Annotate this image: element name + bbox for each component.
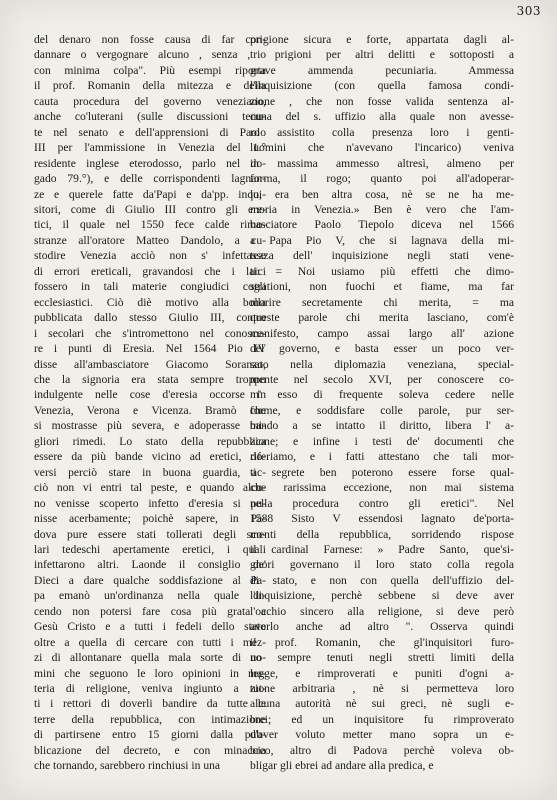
text-line: pa emanò un'ordinanza nella quale di-: [34, 589, 266, 603]
text-line: del governo, e basta esser un poco ver-: [250, 342, 514, 356]
left-text-column: [34, 32, 266, 774]
text-line: riferiamo, e i fatti attestano che tali mor-: [250, 450, 514, 464]
text-line: bando a se intatto il diritto, libera l' a-: [250, 419, 514, 433]
text-line: bligar gli ebrei ad andare alla predica, e: [250, 759, 434, 773]
text-line: dannare o vergognare alcuno , senza , o: [34, 48, 266, 62]
text-line: pubblicata dallo stesso Giulio III, contro: [34, 311, 266, 325]
text-line: zione , che non fosse valida sentenza al-: [250, 94, 514, 108]
text-line: teria di religione, veniva ingiunto a tut-: [34, 682, 266, 696]
text-line: zi di allontanare quella mala sorte di uo-: [34, 651, 266, 665]
text-line: ze e querele fatte da'Papi e da'pp. inqui-: [34, 187, 266, 201]
text-line: che la signoria era stata sempre troppo: [34, 372, 266, 386]
text-line: oltre a quella di cercare con tutti i mez-: [34, 635, 266, 649]
text-line: in massima ammesso altresì, almeno per: [250, 156, 514, 170]
text-line: menti della repubblica, sorridendo rispose: [250, 527, 514, 541]
text-line: grave ammenda pecuniaria. Ammessa: [250, 63, 514, 77]
text-line: gliori rimedi. Lo stato della repubblica: [34, 434, 266, 448]
text-line: indulgente nelle cose d'eresia occorse in: [34, 388, 266, 402]
text-line: fossero in tali materie congiudici cogli: [34, 280, 266, 294]
text-line: del denaro non fosse causa di far con-: [34, 33, 266, 46]
text-line: brei; ed un inquisitore fu rimproverato: [250, 712, 514, 726]
text-line: il prof. Romanin della mitezza e della: [34, 79, 266, 93]
text-line: ti segrete ben poterono essere forse qual-: [250, 465, 514, 479]
text-line: gado 79.°), e delle corrispondenti lagnan-: [34, 172, 266, 186]
text-line: sitori, come di Giulio III contro gli ere-: [34, 202, 266, 216]
text-line: nisse acerbamente; poichè sapere, in Pa-: [34, 512, 266, 526]
text-line: l'inquisizione, perchè sebbene si deve aver: [250, 589, 514, 603]
text-line: mente nel secolo XVI, per conoscere co-: [250, 372, 514, 386]
text-line: cendo non potersi fare cosa più grata a: [34, 604, 266, 618]
text-line: Gesù Cristo e a tutti i fedeli dello stato: [34, 620, 266, 634]
text-line: re i punti di Eresia. Nel 1564 Pio IV: [34, 342, 266, 356]
text-line: Dieci a dare qualche soddisfazione al Pa-: [34, 573, 266, 587]
text-line: tezza dell' inquisizione negli stati vene-: [250, 249, 514, 263]
text-line: stranze all'oratore Matteo Dandolo, a cu-: [34, 233, 266, 247]
text-line: con minima colpa". Più esempi riporta: [34, 63, 266, 77]
text-line: ro assistito colla presenza loro i genti-: [250, 125, 514, 139]
text-line: averlo anche ad altro ". Osserva quindi: [250, 620, 514, 634]
text-line: cuna del s. uffizio alla quale non avesse-: [250, 110, 514, 124]
text-line: luomini che n'avevano l'incarico) veniva: [250, 141, 514, 155]
text-line: dova pure essere stati tollerati degli sco-: [34, 527, 266, 541]
text-line: m' esso di frequente soleva cedere nelle: [250, 388, 514, 402]
text-line: i secolari che s'intromettono nel conosce-: [34, 326, 266, 340]
text-line: di errori ereticali, gravandosi che i laici: [34, 264, 266, 278]
text-line: manifesto, campo assai largo all' azione: [250, 326, 514, 340]
text-line: residente inglese eterodosso, parlo nel do-: [34, 156, 266, 170]
text-line: lari tedeschi apertamente eretici, i quali: [34, 542, 266, 556]
text-line: queste parole chi merita lasciano, com'è: [250, 311, 514, 325]
text-line: mini che seguono le loro opinioni in ma-: [34, 666, 266, 680]
text-line: nella procedura contro gli eretici". Nel: [250, 496, 514, 510]
text-line: essere da più bande vicino ad eretici, do-: [34, 450, 266, 464]
page-number: 303: [516, 4, 541, 18]
text-line: III per l'ammissione in Venezia del 1.°: [34, 141, 266, 155]
text-line: gnori governano il loro stato colla regola: [250, 558, 514, 572]
text-line: legge, e rimproverati e puniti d'ogni a-: [250, 666, 514, 680]
text-line: di stato, e non con quella dell'uffizio del-: [250, 573, 514, 587]
text-line: che rarissima eccezione, non mai sistema: [250, 481, 514, 495]
text-line: alcuna autorità nè sui greci, nè sugli e-: [250, 697, 514, 711]
text-line: l'inquisizione (con quella famosa condi-: [250, 79, 514, 93]
text-line: il prof. Romanin, che gl'inquisitori furo-: [250, 635, 514, 649]
text-line: d'aver voluto metter mano sopra un e-: [250, 728, 514, 742]
text-line: zione; e infine i testi de' documenti che: [250, 434, 514, 448]
right-text-column: [250, 32, 514, 774]
text-line: cauta procedura del governo veneziano,: [34, 94, 266, 108]
text-line: a Papa Pio V, che si lagnava della mi-: [250, 233, 514, 247]
text-line: 1588 Sisto V essendosi lagnato de'porta-: [250, 512, 514, 526]
text-line: blicazione del decreto, e con minaccia: [34, 743, 266, 757]
text-line: stodire Venezia acciò non s' infettasse: [34, 249, 266, 263]
text-line: terre della repubblica, con intimazione: [34, 712, 266, 726]
text-line: anche co'luterani (sulle discussioni tenu-: [34, 110, 266, 124]
text-line: moria in Venezia.» Ben è vero che l'am-: [250, 202, 514, 216]
text-line: tici, il quale nel 1550 fece calde rimo-: [34, 218, 266, 232]
text-line: zione arbitraria , nè si permetteva loro: [250, 682, 514, 696]
text-line: tri prigioni per altri delitti e sottoposti a: [250, 48, 514, 62]
text-line: forma, il rogo; quanto poi all'adoperar-: [250, 172, 514, 186]
text-line: lo, era ben altra cosa, nè se ne ha me-: [250, 187, 514, 201]
text-line: l'occhio sincero alla religione, si deve però: [250, 604, 514, 618]
text-line: Venezia, Verona e Vicenza. Bramò che: [34, 403, 266, 417]
text-line: ti i rettori di doverli bandire da tutte le: [34, 697, 266, 711]
text-line: morire secretamente chi merita, = ma: [250, 295, 514, 309]
text-line: sato nella diplomazia veneziana, special-: [250, 357, 514, 371]
text-line: si mostrasse più severa, e adoperasse mi-: [34, 419, 266, 433]
text-line: basciatore Paolo Tiepolo diceva nel 1566: [250, 218, 514, 232]
text-line: strationi, non fuochi et fiame, ma far: [250, 280, 514, 294]
text-line: no sempre tenuti negli stretti limiti della: [250, 651, 514, 665]
text-line: ciò non vi entri tal peste, e quando alcu-: [34, 481, 266, 495]
text-line: te nel senato e dell'apprensioni di Paolo: [34, 125, 266, 139]
text-line: prigione sicura e forte, appartata dagli al-: [250, 33, 514, 46]
text-line: ti: = Noi usiamo più effetti che dimo-: [250, 264, 514, 278]
text-line: il cardinal Farnese: » Padre Santo, que'si-: [250, 542, 514, 556]
text-line: forme, e soddisfare colle parole, pur ser-: [250, 403, 514, 417]
text-line: disse all'ambasciatore Giacomo Soranzo,: [34, 357, 266, 371]
text-line: che tornando, sarebbero rinchiusi in una: [34, 759, 221, 773]
text-line: versi perciò stare in buona guardia, ac-: [34, 465, 266, 479]
text-line: infettarono altri. Laonde il consiglio de': [34, 558, 266, 572]
text-line: breo, altro di Padova perchè voleva ob-: [250, 743, 514, 757]
text-line: no venisse scoperto infetto d'eresia si pu-: [34, 496, 266, 510]
text-line: di partirsene entro 15 giorni dalla pub-: [34, 728, 266, 742]
text-line: ecclesiastici. Ciò diè motivo alla bolla: [34, 295, 266, 309]
